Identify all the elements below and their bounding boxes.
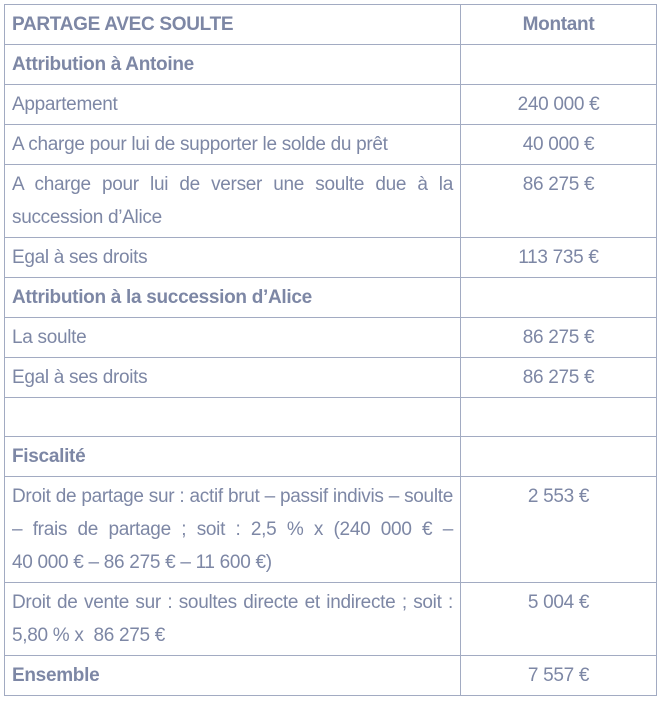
row-label: Droit de partage sur : actif brut – passif indivis – soulte – frais de partage ; soit : 2,5 % x (240 000 € – 40 000 € – 86 275 € – 11 600 €) [5,477,461,583]
row-label: Egal à ses droits [5,358,461,398]
row-amount: 5 004 € [461,583,657,656]
table-row [5,238,657,278]
row-label: Ensemble [5,656,461,696]
table-row [5,318,657,358]
table-row [5,125,657,165]
table-row [5,477,657,583]
row-amount [461,45,657,85]
table-body [5,45,657,696]
table-header-montant: Montant [461,5,657,45]
row-amount: 240 000 € [461,85,657,125]
table-row [5,398,657,437]
row-label: A charge pour lui de supporter le solde du prêt [5,125,461,165]
row-amount: 86 275 € [461,318,657,358]
row-amount [461,278,657,318]
table-row [5,437,657,477]
row-amount: 40 000 € [461,125,657,165]
row-amount [461,398,657,437]
row-amount: 2 553 € [461,477,657,583]
row-amount: 86 275 € [461,358,657,398]
table-header-row [5,5,657,45]
row-label: Fiscalité [5,437,461,477]
row-amount: 113 735 € [461,238,657,278]
row-label [5,398,461,437]
row-label: Appartement [5,85,461,125]
row-amount [461,437,657,477]
table-row [5,583,657,656]
table-row [5,45,657,85]
table-row [5,165,657,238]
partage-avec-soulte-table [4,4,657,696]
row-label: Attribution à Antoine [5,45,461,85]
row-label: Egal à ses droits [5,238,461,278]
table-row [5,85,657,125]
row-amount: 7 557 € [461,656,657,696]
row-label: Droit de vente sur : soultes directe et indirecte ; soit : 5,80 % x 86 275 € [5,583,461,656]
table-row [5,656,657,696]
row-label: La soulte [5,318,461,358]
row-label: Attribution à la succession d’Alice [5,278,461,318]
table-row [5,278,657,318]
row-label: A charge pour lui de verser une soulte due à la succession d’Alice [5,165,461,238]
table-row [5,358,657,398]
row-amount: 86 275 € [461,165,657,238]
table-header-title: PARTAGE AVEC SOULTE [5,5,461,45]
